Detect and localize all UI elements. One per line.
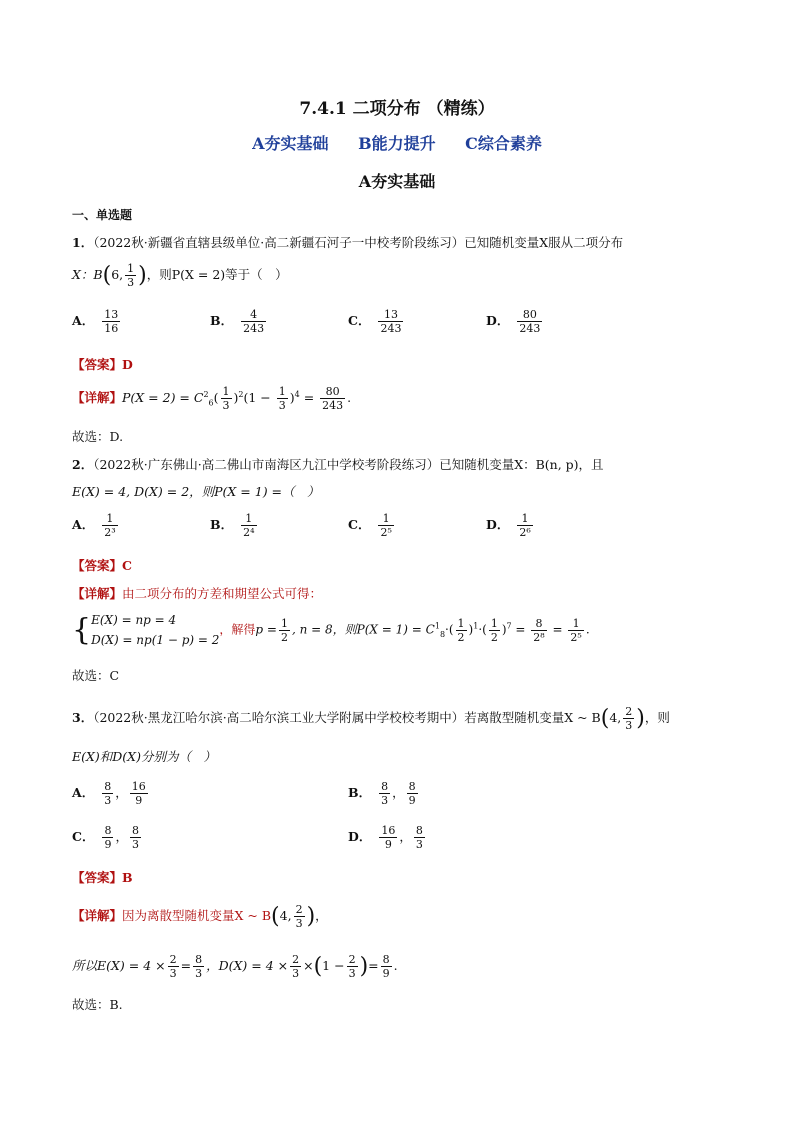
q1-option-c: C． $\frac{13}{243}$ — [348, 308, 402, 335]
q3-detail: 【详解】因为离散型随机变量X ~ B(4, $\frac{2}{3}$ )， — [72, 903, 328, 930]
q1-option-b: B． $\frac{4}{243}$ — [210, 308, 265, 335]
q1-option-d: D． $\frac{80}{243}$ — [486, 308, 541, 335]
q3-calculation: 所以E(X) = 4 × $\frac{2}{3}$ = $\frac{8}{3}$ ，D(X) = 4 × $\frac{2}{3}$ ×(1 − $\frac{2}{3}$ )= $\frac{8}{9}$ . — [72, 953, 398, 980]
q2-stem: 2．（2022秋·广东佛山·高二佛山市南海区九江中学校考阶段练习）已知随机变量X：B(n, p)，且 — [72, 457, 604, 472]
q3-option-c: C． $\frac{8}{9}$ ， $\frac{8}{3}$ — [72, 824, 139, 851]
q3-option-a: A． $\frac{8}{3}$ ， $\frac{16}{9}$ — [72, 780, 146, 807]
q3-answer: 【答案】B — [72, 870, 133, 885]
q1-cond-frac: $\frac{1}{3}$ — [127, 262, 135, 289]
q1-choose: 故选：D. — [72, 429, 124, 444]
q2-solution: { E(X) = np = 4 D(X) = np(1 − p) = 2 ，解得p = $\frac{1}{2}$ , n = 8，则$P(X = 1) = C^1_8\cdot$( $\frac{1}{2}$ )$^1$·( $\frac{1}{2}$ )$^7$ = $\frac{8}{\text{2⁸}}$ = $\frac{1}{\text{2⁵}}$ . — [72, 612, 590, 648]
q3-option-d: D． $\frac{16}{9}$ ， $\frac{8}{3}$ — [348, 824, 423, 851]
section-heading: 一、单选题 — [72, 208, 133, 222]
level-headings — [0, 131, 794, 154]
page-title: 7.4.1 二项分布 （精练） — [299, 99, 495, 119]
q2-condition: E(X) = 4, D(X) = 2，则P(X = 1) =（ ） — [72, 484, 320, 499]
q3-stem: 3．（2022秋·黑龙江哈尔滨·高二哈尔滨工业大学附属中学校校考期中）若离散型随机变量X ~ B(4, $\frac{2}{3}$ )，则 — [72, 705, 670, 732]
q1-answer: 【答案】D — [72, 357, 133, 372]
level-a: A夯实基础 — [252, 134, 329, 153]
q2-option-c: C． $\frac{1}{\text{2⁵}}$ — [348, 512, 392, 539]
q1-option-a: A． $\frac{13}{16}$ — [72, 308, 119, 335]
q3-option-b: B． $\frac{8}{3}$ ， $\frac{8}{9}$ — [348, 780, 416, 807]
q2-answer: 【答案】C — [72, 558, 132, 573]
q2-detail: 【详解】由二项分布的方差和期望公式可得： — [72, 586, 323, 601]
section-a-title: A夯实基础 — [358, 172, 436, 191]
q3-choose: 故选：B. — [72, 997, 123, 1012]
level-c: C综合素养 — [465, 134, 542, 153]
q2-option-b: B． $\frac{1}{\text{2⁴}}$ — [210, 512, 255, 539]
q1-detail: 【详解】$P(X = 2) = C^2_6$( $\frac{1}{3}$ )$^2$(1 − $\frac{1}{3}$ )$^4$ = $\frac{80}{243}$ . — [72, 385, 352, 412]
q2-option-d: D． $\frac{1}{\text{2⁶}}$ — [486, 512, 531, 539]
q1-stem: 1．（2022秋·新疆省直辖县级单位·高二新疆石河子一中校考阶段练习）已知随机变量X服从二项分布 — [72, 235, 624, 250]
q3-line2: E(X)和D(X)分别为（ ） — [72, 749, 216, 764]
q2-choose: 故选：C — [72, 668, 120, 683]
q2-option-a: A． $\frac{1}{\text{2³}}$ — [72, 512, 116, 539]
level-b: B能力提升 — [358, 134, 436, 153]
q1-condition: X：B(6, $\frac{1}{3}$ )，则P(X = 2)等于（ ） — [72, 262, 288, 289]
